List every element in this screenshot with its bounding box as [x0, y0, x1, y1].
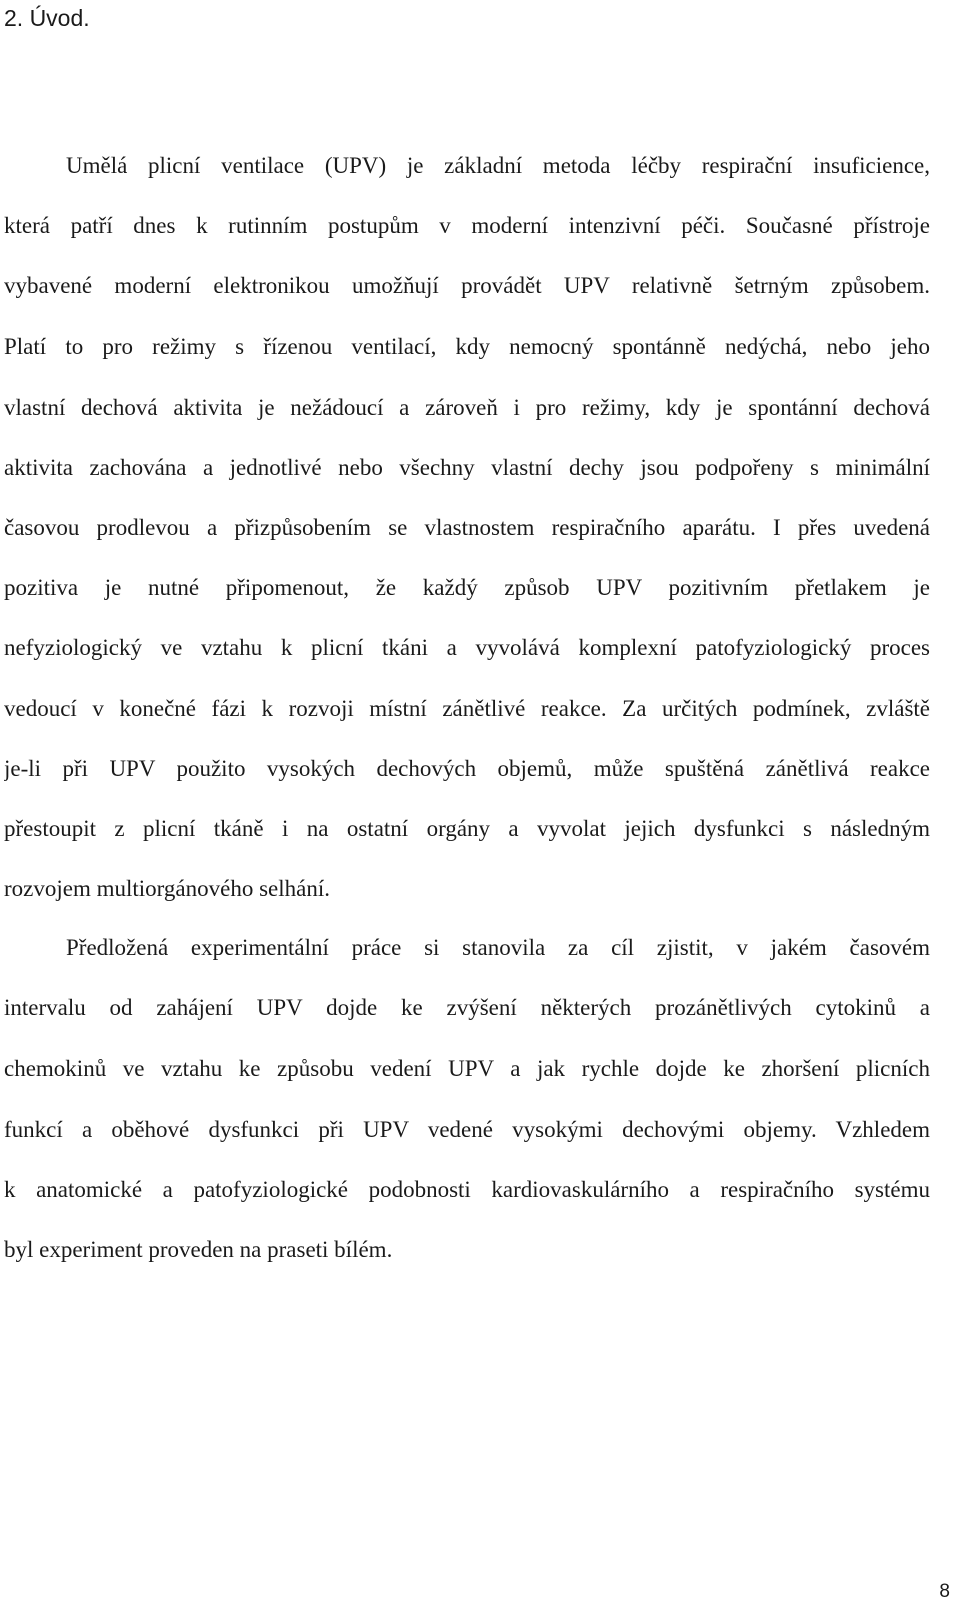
text-line: aktivita zachována a jednotlivé nebo všechny vlastní dechy jsou podpořeny s minimální [4, 455, 930, 480]
text-line: vedoucí v konečné fázi k rozvoji místní zánětlivé reakce. Za určitých podmínek, zvláště [4, 696, 930, 721]
text-line: pozitiva je nutné připomenout, že každý způsob UPV pozitivním přetlakem je [4, 575, 930, 600]
text-line: Umělá plicní ventilace (UPV) je základní metoda léčby respirační insuficience, [66, 153, 930, 178]
text-line: vybavené moderní elektronikou umožňují provádět UPV relativně šetrným způsobem. [4, 273, 930, 298]
text-line: funkcí a oběhové dysfunkci při UPV vedené vysokými dechovými objemy. Vzhledem [4, 1117, 930, 1142]
text-line: nefyziologický ve vztahu k plicní tkáni a vyvolává komplexní patofyziologický proces [4, 635, 930, 660]
page-number: 8 [939, 1581, 950, 1602]
text-line: Platí to pro režimy s řízenou ventilací, kdy nemocný spontánně nedýchá, nebo jeho [4, 334, 930, 359]
text-line: časovou prodlevou a přizpůsobením se vlastnostem respiračního aparátu. I přes uvedená [4, 515, 930, 540]
text-line: intervalu od zahájení UPV dojde ke zvýšení některých prozánětlivých cytokinů a [4, 995, 930, 1020]
section-heading: 2. Úvod. [4, 5, 90, 31]
text-line: je-li při UPV použito vysokých dechových objemů, může spuštěná zánětlivá reakce [4, 756, 930, 781]
text-line: chemokinů ve vztahu ke způsobu vedení UPV a jak rychle dojde ke zhoršení plicních [4, 1056, 930, 1081]
text-line: k anatomické a patofyziologické podobnosti kardiovaskulárního a respiračního systému [4, 1177, 930, 1202]
text-line: rozvojem multiorgánového selhání. [4, 876, 330, 901]
text-line: která patří dnes k rutinním postupům v moderní intenzivní péči. Současné přístroje [4, 213, 930, 238]
text-line: přestoupit z plicní tkáně i na ostatní orgány a vyvolat jejich dysfunkci s následným [4, 816, 930, 841]
text-line: byl experiment proveden na praseti bílém. [4, 1237, 393, 1262]
text-line: Předložená experimentální práce si stanovila za cíl zjistit, v jakém časovém [66, 935, 930, 960]
text-line: vlastní dechová aktivita je nežádoucí a zároveň i pro režimy, kdy je spontánní dechová [4, 395, 930, 420]
